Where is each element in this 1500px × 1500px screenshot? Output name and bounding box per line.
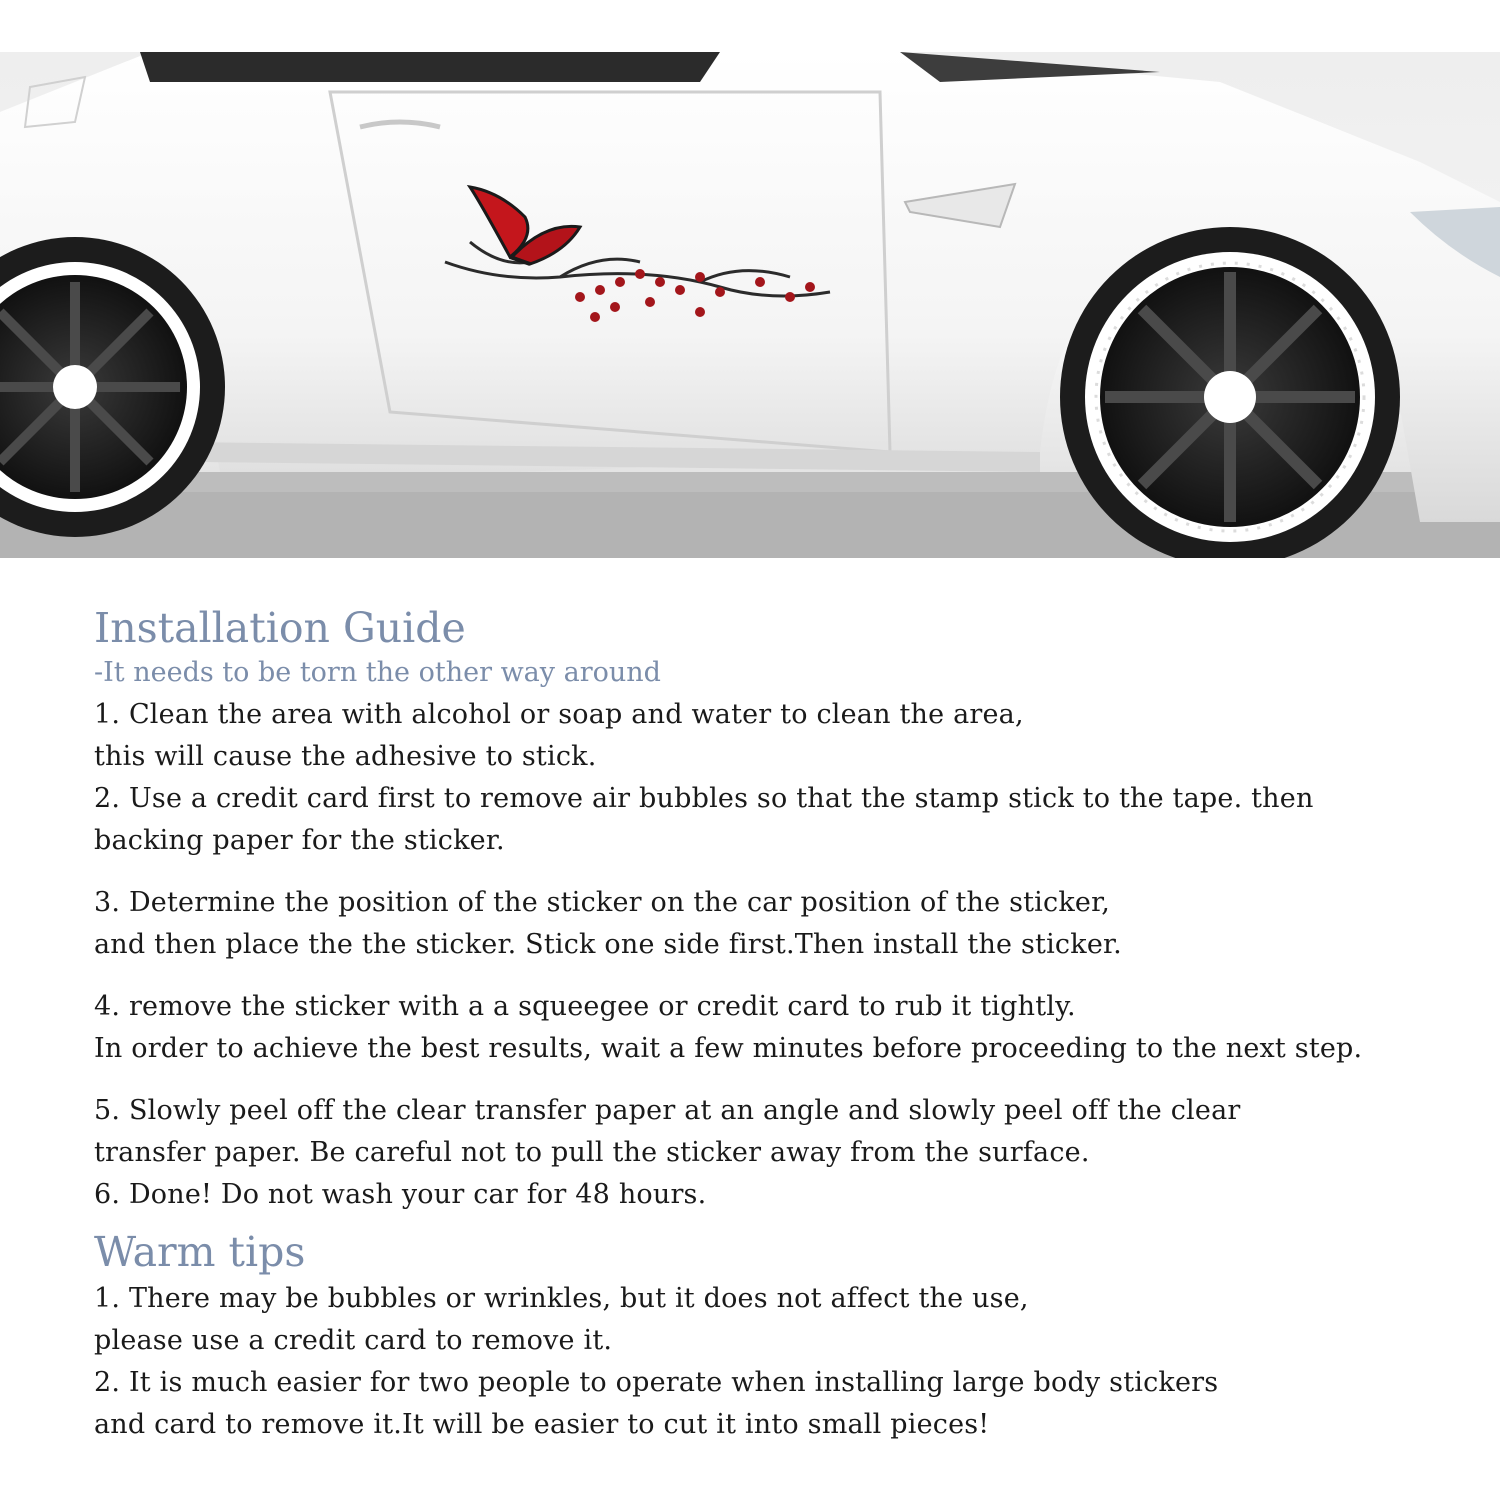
step-3: 3. Determine the position of the sticker on the car position of the sticker, and then place the the sticker. Stick one side first.Then install the sticker. [94,887,1122,960]
step-6: 6. Done! Do not wash your car for 48 hours. [94,1179,707,1210]
tip-1: 1. There may be bubbles or wrinkles, but it does not affect the use, please use a credit card to remove it. [94,1283,1029,1356]
step-4: 4. remove the sticker with a a squeegee or credit card to rub it tightly. In order to achieve the best results, wait a few minutes before proceeding to the next step. [94,991,1363,1064]
car-illustration [0,52,1500,558]
step-5: 5. Slowly peel off the clear transfer paper at an angle and slowly peel off the clear transfer paper. Be careful not to pull the sticker away from the surface. [94,1095,1241,1168]
step-2: 2. Use a credit card first to remove air bubbles so that the stamp stick to the tape. then backing paper for the sticker. [94,783,1314,856]
tips-title: Warm tips [94,1228,306,1276]
window [140,52,720,82]
installation-title: Installation Guide [94,604,466,652]
product-photo [0,52,1500,558]
tip-2: 2. It is much easier for two people to operate when installing large body stickers and card to remove it.It will be easier to cut it into small pieces! [94,1367,1219,1440]
installation-subtitle: -It needs to be torn the other way around [94,657,661,688]
step-1: 1. Clean the area with alcohol or soap and water to clean the area, this will cause the adhesive to stick. [94,699,1024,772]
front-wheel [1060,227,1400,558]
installation-guide [94,600,1474,1446]
